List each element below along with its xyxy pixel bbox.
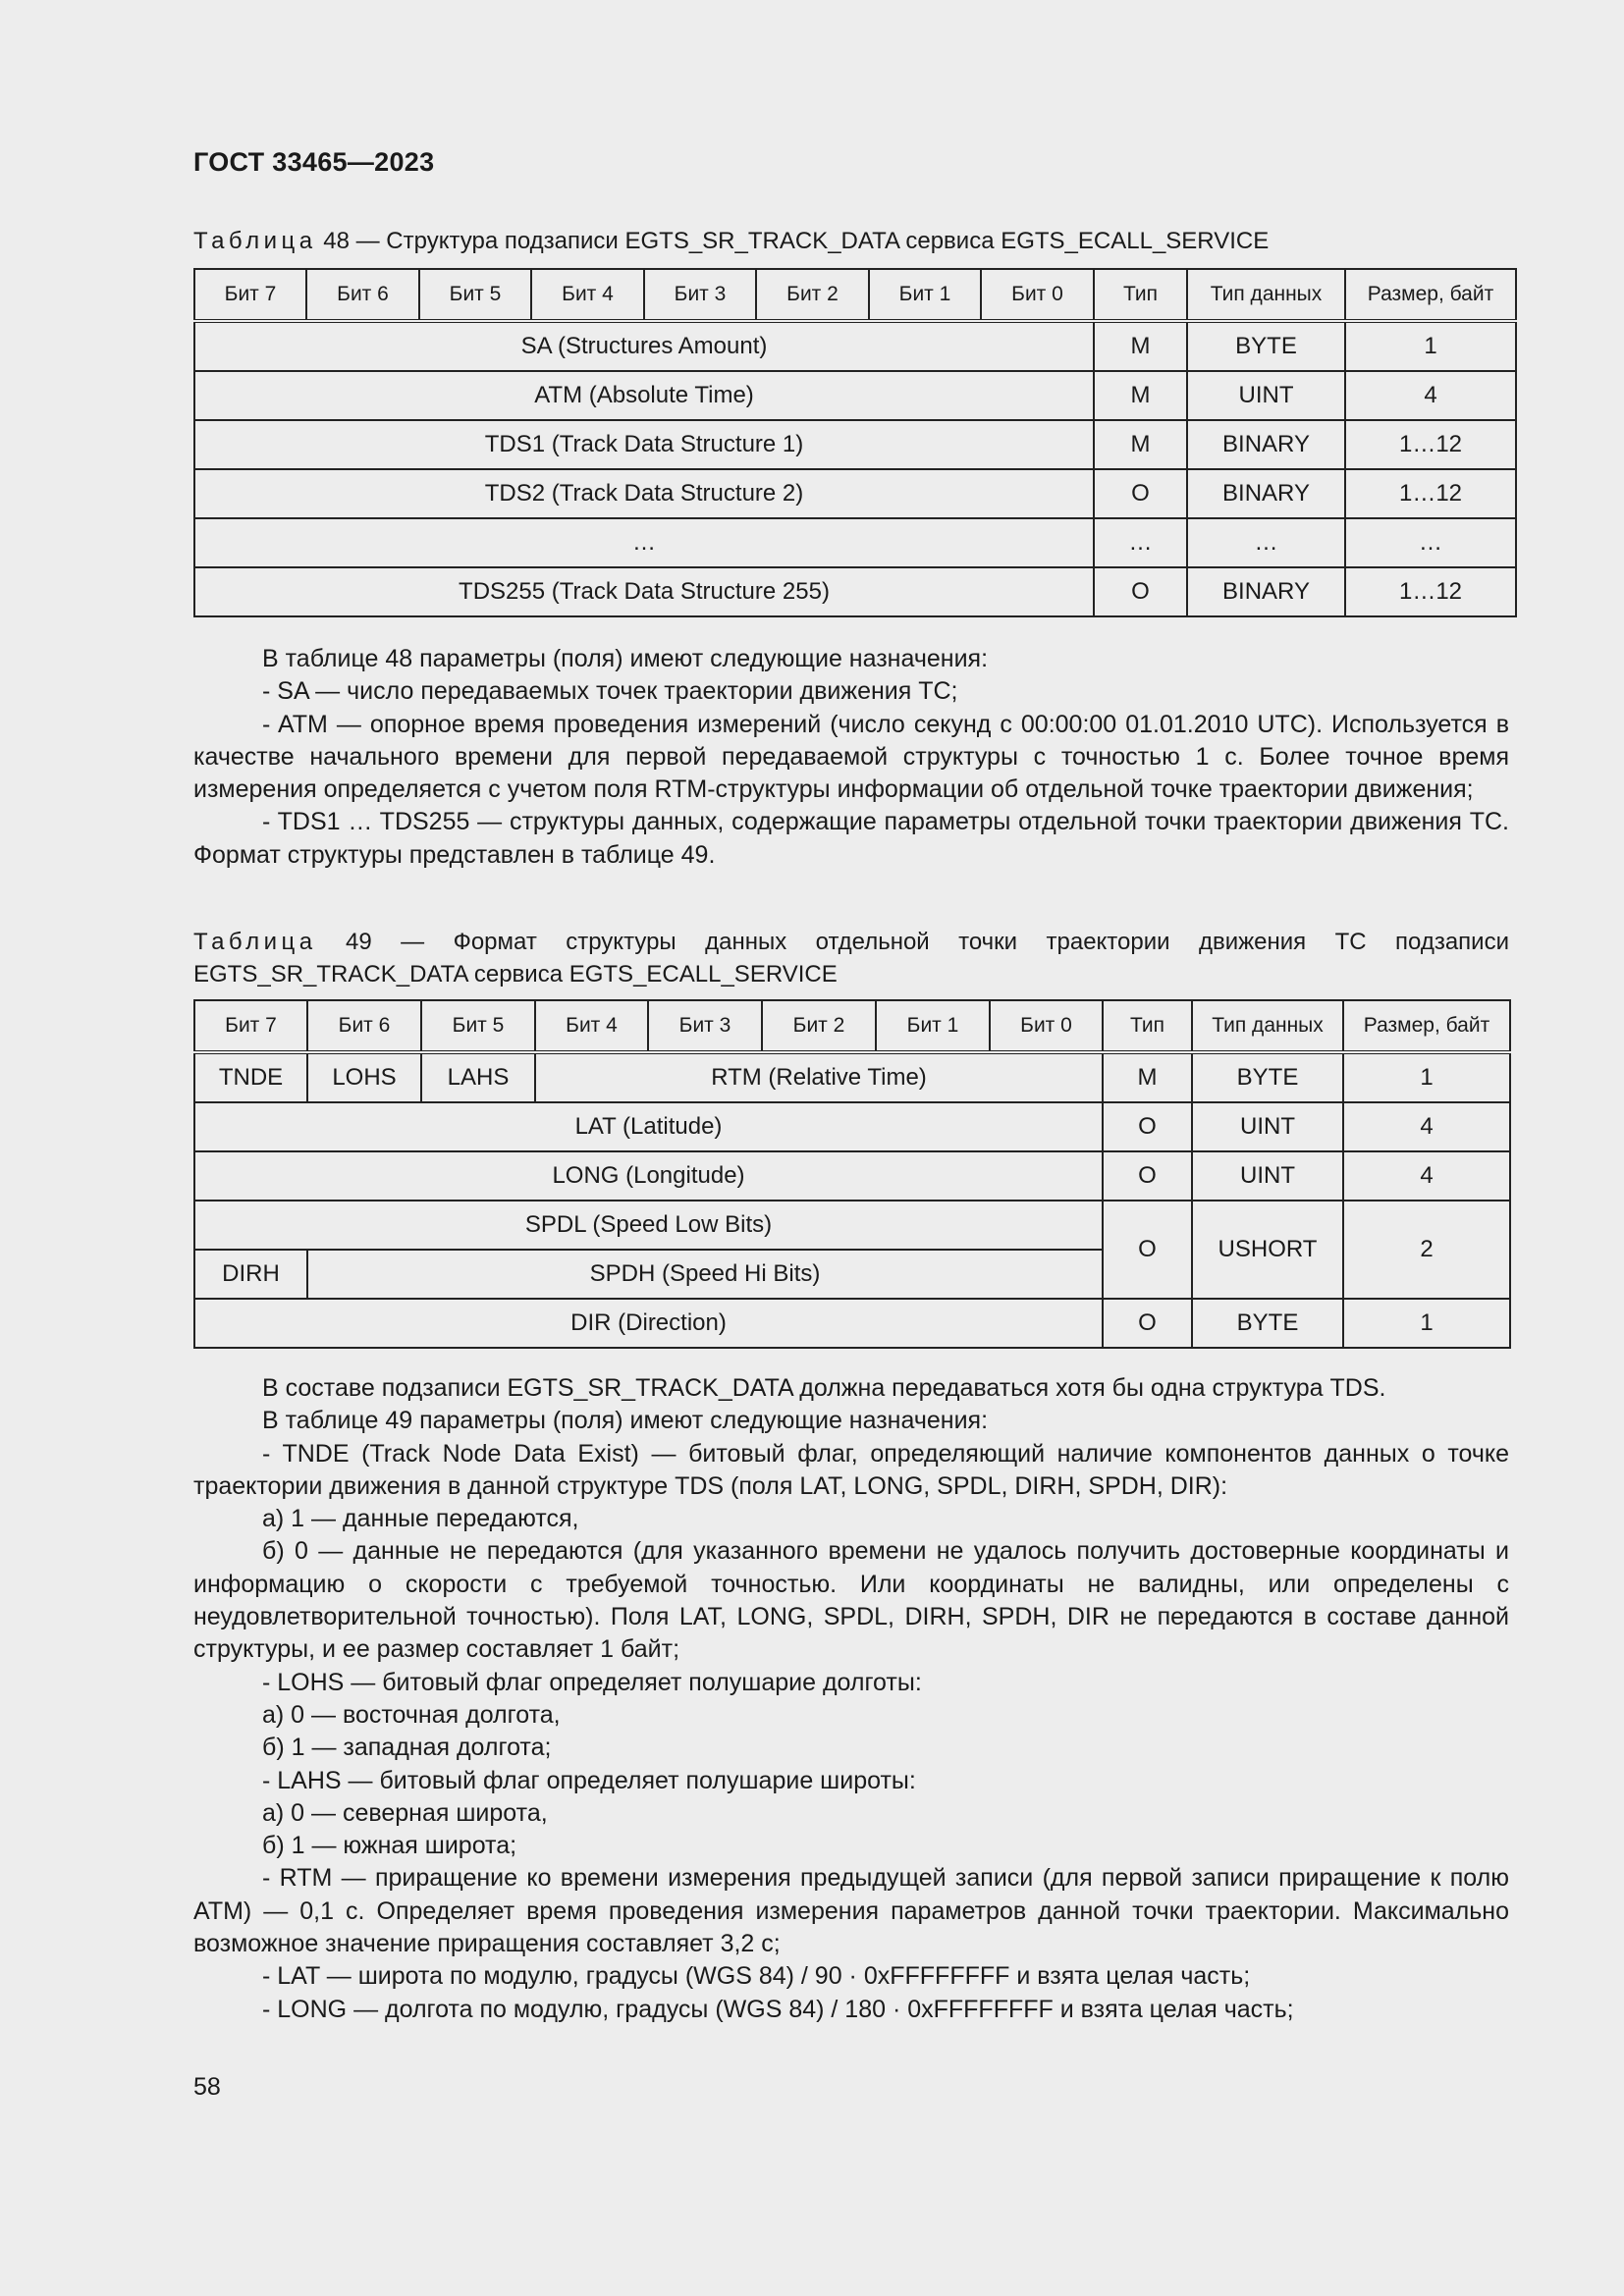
data-type-cell: BYTE [1192, 1052, 1343, 1102]
paragraph: - LAT — широта по модулю, градусы (WGS 84) / 90 · 0xFFFFFFFF и взята целая часть; [262, 1962, 1251, 1991]
spdh-cell: SPDH (Speed Hi Bits) [307, 1250, 1103, 1299]
table49-caption-label: Таблица [193, 929, 317, 955]
paragraph: а) 0 — северная широта, [262, 1798, 548, 1827]
table48-header-cell: Бит 5 [419, 269, 531, 321]
document-header: ГОСТ 33465—2023 [193, 147, 435, 177]
data-type-cell: BINARY [1187, 420, 1345, 469]
dirh-cell: DIRH [194, 1250, 307, 1299]
size-cell: 4 [1343, 1151, 1510, 1201]
data-type-cell: UINT [1192, 1151, 1343, 1201]
table48-header-cell: Бит 4 [531, 269, 644, 321]
data-type-cell: BINARY [1187, 469, 1345, 518]
table49-header-cell: Бит 0 [990, 1000, 1103, 1052]
data-type-cell: BYTE [1192, 1299, 1343, 1348]
field-name-cell: TDS2 (Track Data Structure 2) [194, 469, 1094, 518]
data-type-cell: BYTE [1187, 321, 1345, 371]
table48-caption-label: Таблица [193, 228, 317, 254]
data-type-cell: UINT [1187, 371, 1345, 420]
size-cell: 1…12 [1345, 567, 1516, 616]
field-name-cell: DIR (Direction) [194, 1299, 1103, 1348]
data-type-cell: UINT [1192, 1102, 1343, 1151]
table-row [194, 518, 1516, 567]
paragraph: В таблице 48 параметры (поля) имеют следующие назначения: [262, 645, 989, 672]
paragraph: - LOHS — битовый флаг определяет полушарие долготы: [262, 1668, 922, 1696]
table-row [194, 321, 1516, 371]
table49-header-cell: Бит 6 [307, 1000, 421, 1052]
table49-header-cell: Бит 2 [762, 1000, 876, 1052]
table49-header-cell: Бит 7 [194, 1000, 307, 1052]
type-cell: O [1103, 1102, 1192, 1151]
size-cell: 4 [1343, 1102, 1510, 1151]
type-cell: O [1103, 1151, 1192, 1201]
size-cell: 1…12 [1345, 469, 1516, 518]
field-name-cell: ATM (Absolute Time) [194, 371, 1094, 420]
paragraph: б) 1 — южная широта; [262, 1832, 517, 1860]
table-row [194, 567, 1516, 616]
table49-header-cell: Тип данных [1192, 1000, 1343, 1052]
data-type-cell: … [1187, 518, 1345, 567]
table49-header-cell: Бит 3 [648, 1000, 762, 1052]
rtm-cell: RTM (Relative Time) [535, 1052, 1103, 1102]
table48-header-cell: Бит 2 [756, 269, 869, 321]
type-cell: O [1103, 1299, 1192, 1348]
type-cell: M [1103, 1052, 1192, 1102]
type-cell: M [1094, 371, 1187, 420]
spdl-cell: SPDL (Speed Low Bits) [194, 1201, 1103, 1250]
table48-header-cell: Бит 6 [306, 269, 419, 321]
table-row [194, 469, 1516, 518]
table49-header-cell: Размер, байт [1343, 1000, 1510, 1052]
table48-caption [193, 225, 1509, 257]
table-row [194, 1201, 1510, 1250]
page-number: 58 [193, 2073, 221, 2101]
table48-header-cell: Тип данных [1187, 269, 1345, 321]
lahs-cell: LAHS [421, 1052, 535, 1102]
table48-caption-text: 48 — Структура подзаписи EGTS_SR_TRACK_DATA сервиса EGTS_ECALL_SERVICE [316, 228, 1270, 254]
table49-header-cell: Тип [1103, 1000, 1192, 1052]
field-name-cell: … [194, 518, 1094, 567]
paragraph: - LAHS — битовый флаг определяет полушарие широты: [262, 1766, 916, 1794]
field-name-cell: SA (Structures Amount) [194, 321, 1094, 371]
table-row [194, 1052, 1510, 1102]
paragraph: В составе подзаписи EGTS_SR_TRACK_DATA должна передаваться хотя бы одна структура TDS. [262, 1374, 1386, 1402]
table48-header-cell: Бит 1 [869, 269, 981, 321]
paragraph: - LONG — долгота по модулю, градусы (WGS 84) / 180 · 0xFFFFFFFF и взята целая часть; [262, 1995, 1294, 2023]
paragraph: - TDS1 … TDS255 — структуры данных, содержащие параметры отдельной точки траектории движения ТС. Формат структуры представлен в таблице 49. [193, 808, 1509, 869]
table48-header-cell: Бит 7 [194, 269, 306, 321]
paragraph: - RTM — приращение ко времени измерения предыдущей записи (для первой записи приращение к полю ATM) — 0,1 с. Определяет время проведения измерения параметров данной точки траектории. Максимально возможное значение приращения составляет 3,2 с; [193, 1864, 1509, 1958]
table-row [194, 1102, 1510, 1151]
size-cell: 1 [1343, 1299, 1510, 1348]
tnde-cell: TNDE [194, 1052, 307, 1102]
field-name-cell: TDS255 (Track Data Structure 255) [194, 567, 1094, 616]
text-block-1 [193, 643, 1509, 872]
table-49 [193, 999, 1511, 1349]
data-type-cell: USHORT [1192, 1201, 1343, 1299]
table48-header-cell: Бит 3 [644, 269, 756, 321]
field-name-cell: LAT (Latitude) [194, 1102, 1103, 1151]
type-cell: … [1094, 518, 1187, 567]
size-cell: 4 [1345, 371, 1516, 420]
table49-header-cell: Бит 5 [421, 1000, 535, 1052]
type-cell: O [1094, 567, 1187, 616]
table48-header-cell: Бит 0 [981, 269, 1094, 321]
table49-caption [193, 926, 1509, 990]
text-block-2 [193, 1372, 1509, 2026]
paragraph: б) 1 — западная долгота; [262, 1734, 552, 1762]
paragraph: б) 0 — данные не передаются (для указанного времени не удалось получить достоверные координаты и информацию о скорости с требуемой точностью. Или координаты не валидны, или определены с неудовлетворительной точностью). Поля LAT, LONG, SPDL, DIRH, SPDH, DIR не передаются в составе данной структуры, и ее размер составляет 1 байт; [193, 1537, 1509, 1664]
table-48 [193, 268, 1517, 617]
table48-header-cell: Тип [1094, 269, 1187, 321]
table-row [194, 1299, 1510, 1348]
table49-header-cell: Бит 4 [535, 1000, 648, 1052]
paragraph: - TNDE (Track Node Data Exist) — битовый флаг, определяющий наличие компонентов данных о точке траектории движения в данной структуре TDS (поля LAT, LONG, SPDL, DIRH, SPDH, DIR): [193, 1439, 1509, 1500]
type-cell: M [1094, 420, 1187, 469]
paragraph: - ATM — опорное время проведения измерений (число секунд с 00:00:00 01.01.2010 UTC). Используется в качестве начального времени для первой передаваемой структуры с точностью 1 с. Более точное время измерения определяется с учетом поля RTM-структуры информации об отдельной точке траектории движения; [193, 710, 1509, 804]
table48-header-row [194, 269, 1516, 321]
type-cell: M [1094, 321, 1187, 371]
size-cell: … [1345, 518, 1516, 567]
data-type-cell: BINARY [1187, 567, 1345, 616]
table-row [194, 371, 1516, 420]
table49-header-row [194, 1000, 1510, 1052]
type-cell: O [1103, 1201, 1192, 1299]
table-row [194, 1151, 1510, 1201]
table48-header-cell: Размер, байт [1345, 269, 1516, 321]
paragraph: В таблице 49 параметры (поля) имеют следующие назначения: [262, 1407, 989, 1435]
paragraph: а) 1 — данные передаются, [262, 1505, 579, 1533]
paragraph: - SA — число передаваемых точек траектории движения ТС; [262, 677, 958, 706]
field-name-cell: LONG (Longitude) [194, 1151, 1103, 1201]
type-cell: O [1094, 469, 1187, 518]
size-cell: 2 [1343, 1201, 1510, 1299]
field-name-cell: TDS1 (Track Data Structure 1) [194, 420, 1094, 469]
lohs-cell: LOHS [307, 1052, 421, 1102]
table-row [194, 420, 1516, 469]
table49-header-cell: Бит 1 [876, 1000, 990, 1052]
table49-caption-text: 49 — Формат структуры данных отдельной точки траектории движения ТС подзаписи EGTS_SR_TRACK_DATA сервиса EGTS_ECALL_SERVICE [193, 929, 1509, 988]
size-cell: 1 [1345, 321, 1516, 371]
size-cell: 1…12 [1345, 420, 1516, 469]
paragraph: а) 0 — восточная долгота, [262, 1700, 561, 1729]
size-cell: 1 [1343, 1052, 1510, 1102]
